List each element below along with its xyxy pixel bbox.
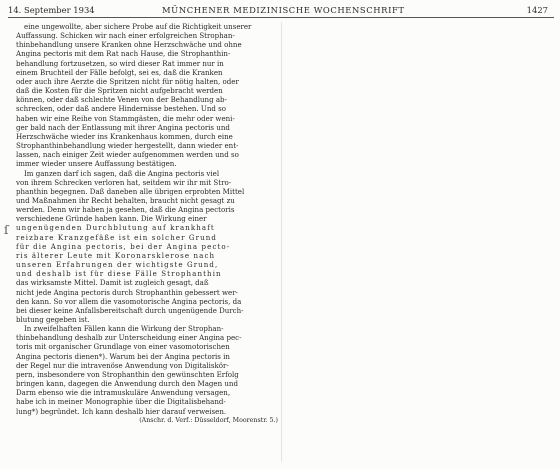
text-line: Strophanthinbehandlung wieder hergestellt, dann wieder ent- xyxy=(16,141,239,151)
header-page-number: 1427 xyxy=(526,5,548,15)
text-line: daß die Kosten für die Spritzen nicht aufgebracht werden xyxy=(16,86,223,96)
header-date: 14. September 1934 xyxy=(8,5,95,15)
text-line: pern, insbesondere von Strophanthin den gewünschten Erfolg xyxy=(16,369,239,379)
margin-annotation-mark: ſ xyxy=(4,223,9,237)
text-line: lung*) begründet. Ich kann deshalb hier darauf verweisen. xyxy=(16,406,227,416)
text-line: können, oder daß schlechte Venen von der Behandlung ab- xyxy=(16,95,227,105)
header-journal-title: MÜNCHENER MEDIZINISCHE WOCHENSCHRIFT xyxy=(162,5,405,15)
text-line: behandlung fortzusetzen, so wird dieser Rat immer nur in xyxy=(16,58,224,68)
text-line: und deshalb ist für diese Fälle Strophanthin xyxy=(16,269,222,279)
text-line: das wirksamste Mittel. Damit ist zugleich gesagt, daß xyxy=(16,278,209,288)
column-divider xyxy=(281,22,282,462)
text-line: ungenügenden Durchblutung auf krankhaft xyxy=(16,223,215,233)
text-line: In zweifelhaften Fällen kann die Wirkung der Strophan- xyxy=(24,324,224,334)
text-line: werden. Denn wir haben ja gesehen, daß die Angina pectoris xyxy=(16,205,235,215)
author-address: (Anschr. d. Verf.: Düsseldorf, Moorenstr. 5.) xyxy=(139,416,278,424)
text-line: Auffassung. Schicken wir nach einer erfolgreichen Strophan- xyxy=(16,31,235,41)
text-line: Angina pectoris mit dem Rat nach Hause, die Strophanthin- xyxy=(16,49,231,59)
text-line: von ihrem Schrecken verloren hat, seitdem wir ihr mit Stro- xyxy=(16,177,232,187)
text-line: reizbare Kranzgefäße ist ein solcher Grund xyxy=(16,232,217,242)
text-line: bei dieser keine Anfallsbereitschaft durch ungenügende Durch- xyxy=(16,305,244,315)
text-line: thinbehandlung deshalb zur Unterscheidung einer Angina pec- xyxy=(16,333,242,343)
text-line: eine ungewollte, aber sichere Probe auf die Richtigkeit unserer xyxy=(24,22,252,31)
text-line: habe ich in meiner Monographie über die Digitalisbehand- xyxy=(16,397,226,407)
paragraph xyxy=(16,324,278,416)
text-line: den kann. So vor allem die vasomotorische Angina pectoris, da xyxy=(16,296,242,306)
text-line: für die Angina pectoris, bei der Angina pecto- xyxy=(16,241,231,251)
text-line: phanthin begegnen. Daß daneben alle übrigen erprobten Mittel xyxy=(16,186,245,196)
text-line: unseren Erfahrungen der wichtigste Grund, xyxy=(16,260,219,270)
text-line: Darm ebenso wie die intramuskuläre Anwendung versagen, xyxy=(16,388,231,398)
text-line: ris älterer Leute mit Koronarsklerose nach xyxy=(16,250,216,260)
text-column xyxy=(16,22,278,462)
text-line: und Maßnahmen ihr Recht behalten, braucht nicht gesagt zu xyxy=(16,195,235,205)
text-line: thinbehandlung unsere Kranken ohne Herzschwäche und ohne xyxy=(16,40,242,50)
paragraph xyxy=(16,169,278,325)
text-line: immer wieder unsere Auffassung bestätigen. xyxy=(16,159,177,169)
text-line: bringen kann, dagegen die Anwendung durch den Magen und xyxy=(16,379,238,389)
text-line: nicht jede Angina pectoris durch Strophanthin gebessert wer- xyxy=(16,287,238,297)
text-line: Herzschwäche wieder ins Krankenhaus kommen, durch eine xyxy=(16,131,233,141)
text-line: blutung gegeben ist. xyxy=(16,315,90,324)
text-line: einem Bruchteil der Fälle befolgt, sei es, daß die Kranken xyxy=(16,67,223,77)
text-line: oder auch ihre Aerzte die Spritzen nicht für nötig halten, oder xyxy=(16,76,239,86)
header-rule xyxy=(8,17,554,18)
text-line: haben wir eine Reihe von Stammgästen, die mehr oder weni- xyxy=(16,113,235,123)
text-line: lassen, nach einiger Zeit wieder aufgenommen werden und so xyxy=(16,150,239,160)
text-line: schrecken, oder daß andere Hindernisse bestehen. Und so xyxy=(16,104,226,114)
text-line: toris mit organischer Grundlage von einer vasomotorischen xyxy=(16,342,230,352)
text-line: verschiedene Gründe haben kann. Die Wirkung einer xyxy=(16,214,207,224)
page-header xyxy=(8,3,554,17)
paragraph xyxy=(16,22,278,169)
text-line: ger bald nach der Entlassung mit ihrer Angina pectoris und xyxy=(16,122,230,132)
text-line: Angina pectoris dienen*). Warum bei der Angina pectoris in xyxy=(16,351,230,361)
text-line: der Regel nur die intravenöse Anwendung von Digitaliskör- xyxy=(16,360,229,370)
text-line: Im ganzen darf ich sagen, daß die Angina pectoris viel xyxy=(24,168,220,178)
